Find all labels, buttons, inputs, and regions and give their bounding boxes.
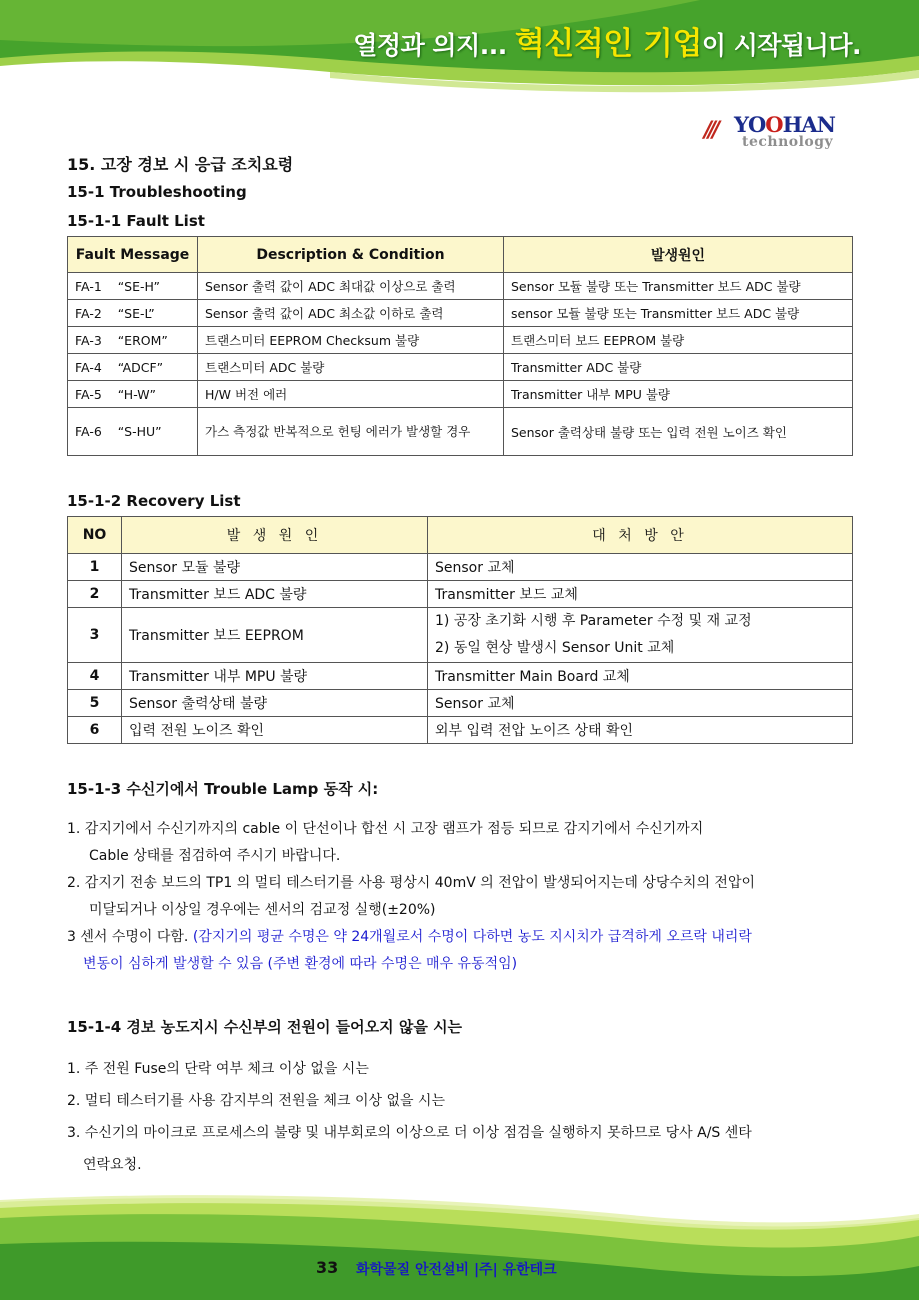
table-row: [68, 327, 853, 354]
fault-message: “ADCF”: [117, 359, 164, 375]
paragraph-line: 미달되거나 이상일 경우에는 센서의 검교정 실행(±20%): [89, 902, 436, 918]
power-body: [67, 1053, 867, 1181]
paragraph-text: 3 센서 수명이 다함.: [67, 929, 193, 945]
recovery-cause: Sensor 모듈 불량: [122, 554, 428, 581]
fault-code-cell: [68, 408, 198, 456]
paragraph-line: 2. 멀티 테스터기를 사용 감지부의 전원을 체크 이상 없을 시는: [67, 1093, 445, 1109]
fault-code: FA-5: [75, 386, 102, 402]
table-row: [68, 554, 853, 581]
row-number: 1: [68, 554, 122, 581]
fault-code: FA-4: [75, 359, 102, 375]
table-row: [68, 663, 853, 690]
paragraph-line: 1. 감지기에서 수신기까지의 cable 이 단선이나 합선 시 고장 램프가 점등 되므로 감지기에서 수신기까지: [67, 821, 704, 837]
fault-code: FA-1: [75, 278, 102, 294]
fault-cause: Transmitter ADC 불량: [504, 354, 853, 381]
fault-message: “H-W”: [117, 386, 157, 402]
table-header-row: [68, 517, 853, 554]
fault-list-table: [67, 236, 853, 456]
fault-description: Sensor 출력 값이 ADC 최소값 이하로 출력: [198, 300, 504, 327]
recovery-action: [428, 608, 853, 663]
fault-cause: 트랜스미터 보드 EEPROM 불량: [504, 327, 853, 354]
footer-wave-graphic: [0, 1188, 919, 1300]
table-row: [68, 354, 853, 381]
recovery-action-line: 2) 동일 현상 발생시 Sensor Unit 교체: [435, 640, 675, 656]
row-number: 4: [68, 663, 122, 690]
logo-brand-part-a: YO: [734, 112, 766, 137]
page-title: 15. 고장 경보 시 응급 조치요령: [67, 155, 294, 174]
recovery-cause: Transmitter 내부 MPU 불량: [122, 663, 428, 690]
header-fault-message: Fault Message: [68, 237, 198, 273]
header-description: Description & Condition: [198, 237, 504, 273]
slogan-suffix: 이 시작됩니다.: [701, 31, 861, 60]
power-heading: 15-1-4 경보 농도지시 수신부의 전원이 들어오지 않을 시는: [67, 1018, 463, 1036]
fault-description: Sensor 출력 값이 ADC 최대값 이상으로 출력: [198, 273, 504, 300]
fault-cause: sensor 모듈 불량 또는 Transmitter 보드 ADC 불량: [504, 300, 853, 327]
page-number: 33: [316, 1258, 339, 1277]
fault-code-cell: [68, 354, 198, 381]
header-no: NO: [68, 517, 122, 554]
fault-cause: Sensor 모듈 불량 또는 Transmitter 보드 ADC 불량: [504, 273, 853, 300]
fault-description: 트랜스미터 EEPROM Checksum 불량: [198, 327, 504, 354]
header-slogan: [353, 18, 861, 63]
slogan-highlight: 혁신적인 기업: [514, 26, 702, 62]
fault-code: FA-3: [75, 332, 102, 348]
trouble-lamp-body: [67, 816, 867, 978]
fault-list-heading: 15-1-1 Fault List: [67, 212, 205, 230]
trouble-lamp-heading: 15-1-3 수신기에서 Trouble Lamp 동작 시:: [67, 780, 379, 798]
table-row: [68, 690, 853, 717]
table-row: [68, 408, 853, 456]
fault-message: “SE-H”: [117, 278, 161, 294]
fault-description: 트랜스미터 ADC 불량: [198, 354, 504, 381]
header-cause: 발생원인: [504, 237, 853, 273]
header-banner: [0, 0, 919, 100]
paragraph-line: [67, 924, 867, 951]
recovery-cause: Transmitter 보드 EEPROM: [122, 608, 428, 663]
paragraph-line: Cable 상태를 점검하여 주시기 바랍니다.: [89, 848, 341, 864]
fault-description: 가스 측정값 반복적으로 헌팅 에러가 발생할 경우: [198, 408, 504, 456]
fault-cause: Sensor 출력상태 불량 또는 입력 전원 노이즈 확인: [504, 408, 853, 456]
section-troubleshooting: 15-1 Troubleshooting: [67, 183, 247, 201]
table-row: [68, 581, 853, 608]
fault-code-cell: [68, 273, 198, 300]
table-row: [68, 717, 853, 744]
paragraph-line: 3. 수신기의 마이크로 프로세스의 불량 및 내부회로의 이상으로 더 이상 점검을 실행하지 못하므로 당사 A/S 센타: [67, 1125, 752, 1141]
fault-code-cell: [68, 300, 198, 327]
fault-cause: Transmitter 내부 MPU 불량: [504, 381, 853, 408]
row-number: 5: [68, 690, 122, 717]
recovery-action: Transmitter 보드 교체: [428, 581, 853, 608]
logo-subtitle: technology: [742, 134, 834, 150]
paragraph-line: 연락요청.: [83, 1157, 142, 1173]
fault-description: H/W 버전 에러: [198, 381, 504, 408]
logo-brand-o: O: [765, 112, 783, 137]
table-row: [68, 381, 853, 408]
fault-code: FA-2: [75, 305, 102, 321]
paragraph-line: 1. 주 전원 Fuse의 단락 여부 체크 이상 없을 시는: [67, 1061, 369, 1077]
row-number: 6: [68, 717, 122, 744]
paragraph-note: 변동이 심하게 발생할 수 있음 (주변 환경에 따라 수명은 매우 유동적임): [83, 956, 518, 972]
paragraph-line: 2. 감지기 전송 보드의 TP1 의 멀티 테스터기를 사용 평상시 40mV 의 전압이 발생되어지는데 상당수치의 전압이: [67, 875, 755, 891]
table-row: [68, 300, 853, 327]
header-cause: 발 생 원 인: [122, 517, 428, 554]
recovery-list-table: [67, 516, 853, 744]
row-number: 3: [68, 608, 122, 663]
row-number: 2: [68, 581, 122, 608]
recovery-cause: Transmitter 보드 ADC 불량: [122, 581, 428, 608]
recovery-action: 외부 입력 전압 노이즈 상태 확인: [428, 717, 853, 744]
recovery-cause: 입력 전원 노이즈 확인: [122, 717, 428, 744]
recovery-cause: Sensor 출력상태 불량: [122, 690, 428, 717]
recovery-action: Sensor 교체: [428, 554, 853, 581]
fault-code: FA-6: [75, 424, 102, 439]
logo-brand-part-b: HAN: [782, 112, 835, 137]
footer-banner: [0, 1188, 919, 1300]
fault-message: “EROM”: [117, 332, 168, 348]
recovery-action: Transmitter Main Board 교체: [428, 663, 853, 690]
footer-company: 화학물질 안전설비 |주| 유한테크: [356, 1262, 557, 1278]
recovery-action: Sensor 교체: [428, 690, 853, 717]
fault-code-cell: [68, 327, 198, 354]
logo-bars-icon: ///: [704, 118, 717, 143]
table-row: [68, 273, 853, 300]
slogan-prefix: 열정과 의지...: [353, 31, 515, 60]
recovery-list-heading: 15-1-2 Recovery List: [67, 492, 241, 510]
recovery-action-line: 1) 공장 초기화 시행 후 Parameter 수정 및 재 교정: [435, 613, 752, 629]
table-row: [68, 608, 853, 663]
paragraph-note: (감지기의 평균 수명은 약 24개월로서 수명이 다하면 농도 지시치가 급격하게 오르락 내리락: [192, 929, 752, 945]
table-header-row: [68, 237, 853, 273]
fault-message: “S-HU”: [117, 424, 162, 439]
company-logo: [704, 112, 854, 152]
fault-code-cell: [68, 381, 198, 408]
fault-message: “SE-L”: [117, 305, 155, 321]
header-action: 대 처 방 안: [428, 517, 853, 554]
